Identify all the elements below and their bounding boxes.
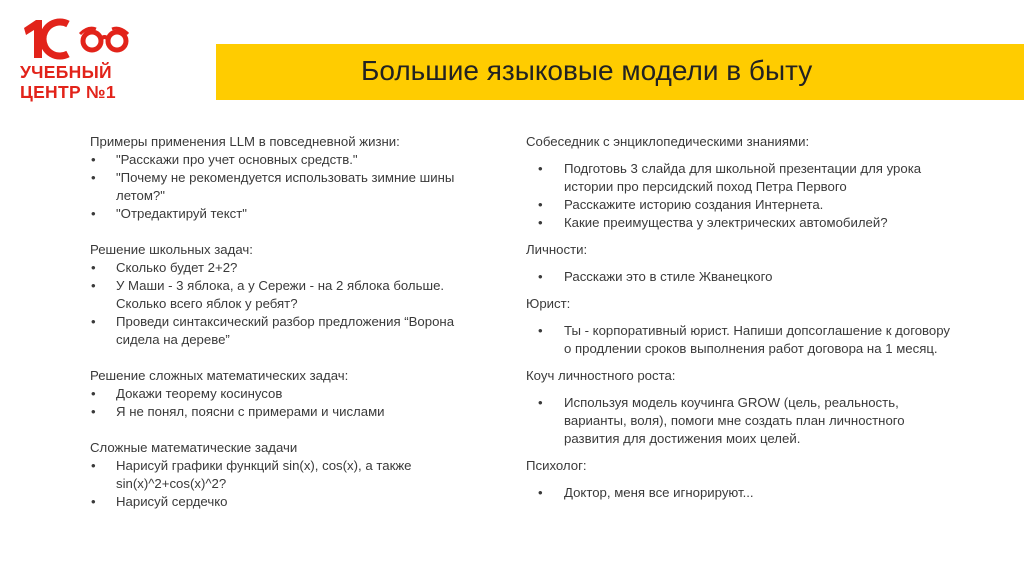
bullet-list (526, 160, 956, 232)
section-heading: Сложные математические задачи (90, 440, 298, 455)
list-item: • "Расскажи про учет основных средств." (90, 151, 490, 169)
list-item: • У Маши - 3 яблока, а у Сережи - на 2 яблока больше. Сколько всего яблок у ребят? (90, 277, 490, 313)
section-heading: Личности: (526, 242, 588, 257)
bullet-list (90, 259, 490, 349)
title-bar (216, 44, 1024, 100)
bullet-list (90, 151, 490, 223)
section-encyclopedic (526, 133, 956, 232)
section-heading: Примеры применения LLM в повседневной жизни: (90, 134, 400, 149)
list-item: • Расскажи это в стиле Жванецкого (526, 268, 956, 286)
list-item: • Используя модель коучинга GROW (цель, реальность, варианты, воля), помоги мне создать план личностного развития для достижения моих целей. (526, 394, 956, 448)
list-item: • Докажи теорему косинусов (90, 385, 490, 403)
page-title: Большие языковые модели в быту (361, 55, 813, 86)
list-item: • Проведи синтаксический разбор предложения “Ворона сидела на дереве” (90, 313, 490, 349)
list-item: • Расскажите историю создания Интернета. (526, 196, 956, 214)
bullet-list (90, 457, 490, 511)
list-item: • Я не понял, поясни с примерами и числами (90, 403, 490, 421)
company-logo (14, 14, 134, 114)
bullet-list (90, 385, 490, 421)
section-llm-examples (90, 133, 490, 223)
section-complex-math (90, 367, 490, 421)
left-column (90, 133, 490, 529)
list-item: • Ты - корпоративный юрист. Напиши допсоглашение к договору о продлении сроков выполнения работ договора на 1 месяц. (526, 322, 956, 358)
list-item: • Подготовь 3 слайда для школьной презентации для урока истории про персидский поход Петра Первого (526, 160, 956, 196)
bullet-list (526, 394, 956, 448)
section-personalities (526, 241, 956, 286)
section-lawyer (526, 295, 956, 358)
section-heading: Коуч личностного роста: (526, 368, 676, 383)
right-column (526, 133, 956, 511)
section-heading: Решение школьных задач: (90, 242, 253, 257)
section-heading: Психолог: (526, 458, 587, 473)
list-item: • Нарисуй графики функций sin(x), cos(x), а также sin(x)^2+cos(x)^2? (90, 457, 490, 493)
bullet-list (526, 484, 956, 502)
list-item: • Нарисуй сердечко (90, 493, 490, 511)
logo-line-1: УЧЕБНЫЙ (20, 62, 112, 82)
section-coach (526, 367, 956, 448)
section-math-plots (90, 439, 490, 511)
list-item: • Какие преимущества у электрических автомобилей? (526, 214, 956, 232)
section-heading: Юрист: (526, 296, 571, 311)
list-item: • "Почему не рекомендуется использовать зимние шины летом?" (90, 169, 490, 205)
list-item: • Сколько будет 2+2? (90, 259, 490, 277)
logo-line-2: ЦЕНТР №1 (20, 82, 116, 102)
bullet-list (526, 268, 956, 286)
list-item: • "Отредактируй текст" (90, 205, 490, 223)
section-school-tasks (90, 241, 490, 349)
bullet-list (526, 322, 956, 358)
section-psychologist (526, 457, 956, 502)
list-item: • Доктор, меня все игнорируют... (526, 484, 956, 502)
section-heading: Решение сложных математических задач: (90, 368, 349, 383)
section-heading: Собеседник с энциклопедическими знаниями: (526, 134, 810, 149)
